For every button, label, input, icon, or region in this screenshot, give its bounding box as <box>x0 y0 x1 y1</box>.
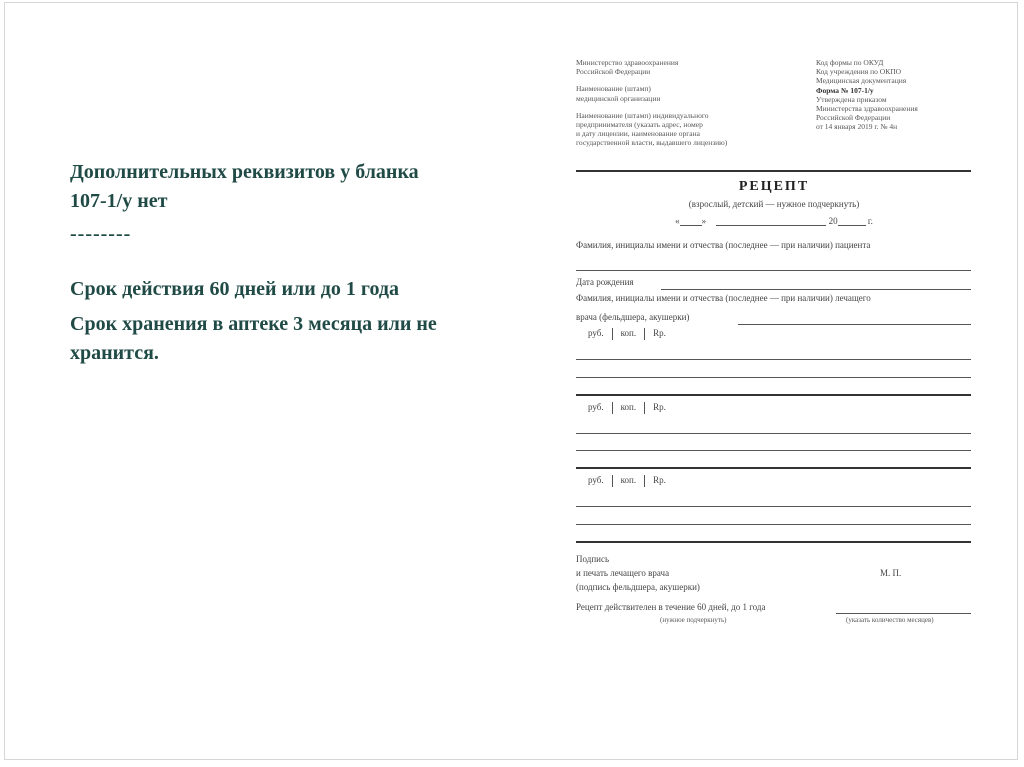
header-form-number: Форма № 107-1/у <box>816 85 874 95</box>
doctor-label-2: врача (фельдшера, акушерки) <box>576 312 690 322</box>
rx-block-divider <box>576 541 971 543</box>
date-year: 20 <box>828 216 838 226</box>
rx-line <box>576 450 971 451</box>
kop-label: коп. <box>620 475 637 486</box>
header-ministry-2: Российской Федерации <box>576 67 651 77</box>
rp-label: Rp. <box>653 402 666 413</box>
date-line <box>560 216 988 226</box>
header-divider <box>576 170 971 172</box>
header-med-doc: Медицинская документация <box>816 76 907 86</box>
birth-line <box>661 289 971 290</box>
doctor-line <box>738 324 971 325</box>
validity-label: Рецепт действителен в течение 60 дней, до 1 года <box>576 602 766 612</box>
rx-block-3-header <box>588 475 666 487</box>
validity-note-2: (указать количество месяцев) <box>846 616 934 624</box>
header-ministry-r2: Российской Федерации <box>816 113 891 123</box>
kop-label: коп. <box>620 328 637 339</box>
patient-label: Фамилия, инициалы имени и отчества (последнее — при наличии) пациента <box>576 240 871 250</box>
rub-label: руб. <box>588 402 604 413</box>
form-title: РЕЦЕПТ <box>738 179 810 194</box>
prescription-form-image <box>560 50 980 640</box>
validity-line <box>836 613 971 614</box>
header-okud: Код формы по ОКУД <box>816 58 884 67</box>
header-stamp-2: медицинской организации <box>576 93 661 103</box>
date-g: г. <box>867 216 873 226</box>
header-order-date: от 14 января 2019 г. № 4н <box>816 122 898 132</box>
rp-label: Rp. <box>653 328 666 339</box>
no-extra-requisites-text: Дополнительных реквизитов у бланка 107-1/у нет <box>70 161 419 212</box>
rx-block-divider <box>576 467 971 469</box>
validity-period-text: Срок действия 60 дней или до 1 года <box>70 278 400 300</box>
signature-label-1: Подпись <box>576 554 610 564</box>
patient-line <box>576 270 971 271</box>
rx-block-1-header <box>588 328 666 340</box>
rx-line <box>576 377 971 378</box>
stamp-place-label: М. П. <box>880 568 902 578</box>
rx-block-divider <box>576 394 971 396</box>
kop-label: коп. <box>620 402 637 413</box>
header-entrepreneur-4: государственной власти, выдавшего лицензию) <box>576 138 728 148</box>
form-header-left <box>576 58 776 148</box>
header-okpo: Код учреждения по ОКПО <box>816 67 902 77</box>
header-entrepreneur-1: Наименование (штамп) индивидуального <box>576 110 709 120</box>
date-open-quote: « <box>675 216 680 226</box>
rx-line <box>576 359 971 360</box>
form-subtitle: (взрослый, детский — нужное подчеркнуть) <box>688 199 860 209</box>
header-ministry-r1: Министерства здравоохранения <box>816 104 918 114</box>
header-entrepreneur-2: предпринимателя (указать адрес, номер <box>576 120 703 130</box>
rx-block-2-header <box>588 402 666 414</box>
header-ministry-1: Министерство здравоохранения <box>576 58 679 67</box>
doctor-label: Фамилия, инициалы имени и отчества (последнее — при наличии) лечащего <box>576 293 871 303</box>
header-entrepreneur-3: и дату лицензии, наименование органа <box>576 129 700 139</box>
form-header-right <box>816 58 986 132</box>
signature-label-2: и печать лечащего врача <box>576 568 670 578</box>
rub-label: руб. <box>588 475 604 486</box>
slide-text <box>70 158 440 368</box>
header-stamp-1: Наименование (штамп) <box>576 84 651 94</box>
signature-label-3: (подпись фельдшера, акушерки) <box>576 582 700 592</box>
rx-line <box>576 524 971 525</box>
separator: -------- <box>70 223 132 245</box>
birth-label: Дата рождения <box>576 277 634 287</box>
storage-period-text: Срок хранения в аптеке 3 месяца или не хранится. <box>70 313 437 364</box>
rx-line <box>576 433 971 434</box>
header-approved: Утверждена приказом <box>816 94 887 104</box>
validity-note-1: (нужное подчеркнуть) <box>660 616 727 624</box>
date-close-quote: » <box>701 216 707 226</box>
rx-line <box>576 506 971 507</box>
rub-label: руб. <box>588 328 604 339</box>
rp-label: Rp. <box>653 475 666 486</box>
